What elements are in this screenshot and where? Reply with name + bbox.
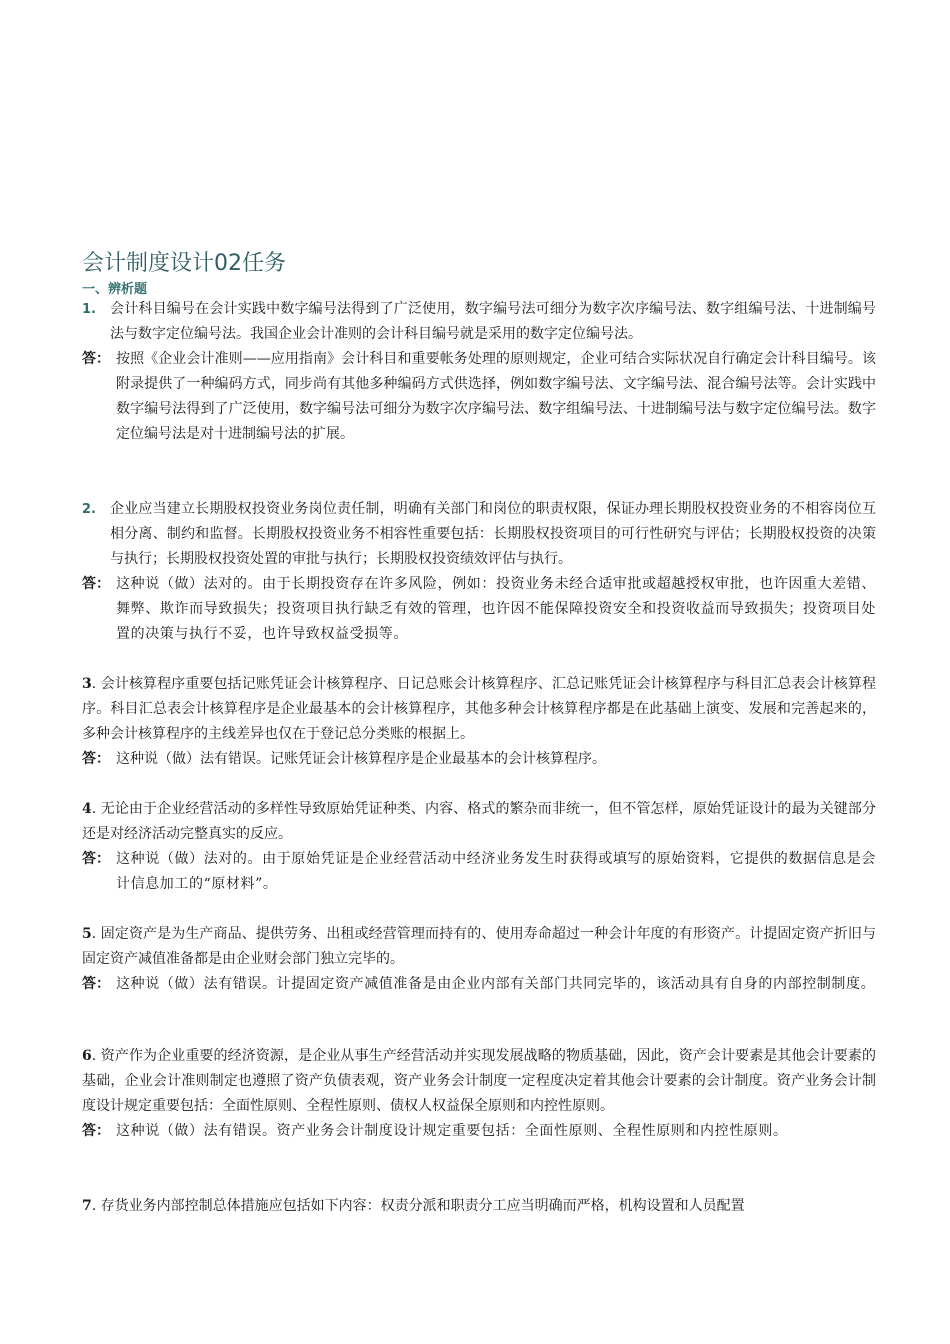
question-number: 7 [82, 1198, 92, 1214]
question-1 [82, 297, 876, 447]
answer-5 [82, 972, 876, 997]
answer-label: 答： [82, 1123, 110, 1139]
question-2 [82, 497, 876, 647]
question-number: 6 [82, 1048, 92, 1064]
answer-label: 答： [82, 851, 110, 867]
answer-6 [82, 1119, 876, 1144]
answer-label: 答： [82, 751, 110, 767]
section-heading: 一、辨析题 [82, 282, 148, 297]
question-text-row: 7. 存货业务内部控制总体措施应包括如下内容：权责分派和职责分工应当明确而严格，机构设置和人员配置 [82, 1198, 745, 1214]
answer-text: 这种说（做）法对的。由于原始凭证是企业经营活动中经济业务发生时获得或填写的原始资料，它提供的数据信息是会计信息加工的“原材料”。 [116, 851, 876, 892]
question-text: 固定资产是为生产商品、提供劳务、出租或经营管理而持有的、使用寿命超过一种会计年度的有形资产。计提固定资产折旧与固定资产减值准备都是由企业财会部门独立完毕的。 [82, 926, 876, 967]
question-4 [82, 797, 876, 897]
question-7 [82, 1194, 876, 1219]
question-number: 2. [82, 502, 96, 517]
question-number: 4 [82, 801, 92, 817]
document-title: 会计制度设计02任务 [82, 251, 286, 276]
answer-text: 这种说（做）法对的。由于长期投资存在许多风险，例如：投资业务未经合适审批或超越授权审批，也许因重大差错、舞弊、欺诈而导致损失；投资项目执行缺乏有效的管理，也许因不能保障投资安全和投资收益而导致损失；投资项目处置的决策与执行不妥，也许导致权益受损等。 [116, 576, 876, 642]
answer-1 [82, 347, 876, 447]
question-text-row: 4. 无论由于企业经营活动的多样性导致原始凭证种类、内容、格式的繁杂而非统一，但不管怎样，原始凭证设计的最为关键部分还是对经济活动完整真实的反应。 [82, 801, 876, 842]
question-text-row: 5. 固定资产是为生产商品、提供劳务、出租或经营管理而持有的、使用寿命超过一种会计年度的有形资产。计提固定资产折旧与固定资产减值准备都是由企业财会部门独立完毕的。 [82, 926, 876, 967]
answer-label: 答： [82, 351, 110, 367]
answer-text: 这种说（做）法有错误。记账凭证会计核算程序是企业最基本的会计核算程序。 [116, 751, 606, 767]
question-5 [82, 922, 876, 997]
question-number: 5 [82, 926, 92, 942]
question-6 [82, 1044, 876, 1144]
answer-4 [82, 847, 876, 897]
question-text: 无论由于企业经营活动的多样性导致原始凭证种类、内容、格式的繁杂而非统一，但不管怎样，原始凭证设计的最为关键部分还是对经济活动完整真实的反应。 [82, 801, 876, 842]
answer-3 [82, 747, 876, 772]
answer-label: 答： [82, 976, 110, 992]
answer-text: 这种说（做）法有错误。计提固定资产减值准备是由企业内部有关部门共同完毕的，该活动具有自身的内部控制制度。 [116, 976, 876, 992]
question-text-row: 6. 资产作为企业重要的经济资源，是企业从事生产经营活动并实现发展战略的物质基础，因此，资产会计要素是其他会计要素的基础，企业会计准则制定也遵照了资产负债表观，资产业务会计制度一定程度决定着其他会计要素的会计制度。资产业务会计制度设计规定重要包括：全面性原则、全程性原则、债权人权益保全原则和内控性原则。 [82, 1048, 876, 1114]
question-text: 资产作为企业重要的经济资源，是企业从事生产经营活动并实现发展战略的物质基础，因此，资产会计要素是其他会计要素的基础，企业会计准则制定也遵照了资产负债表观，资产业务会计制度一定程度决定着其他会计要素的会计制度。资产业务会计制度设计规定重要包括：全面性原则、全程性原则、债权人权益保全原则和内控性原则。 [82, 1048, 876, 1114]
answer-label: 答： [82, 576, 110, 592]
question-text-row: 3. 会计核算程序重要包括记账凭证会计核算程序、日记总账会计核算程序、汇总记账凭证会计核算程序与科目汇总表会计核算程序。科目汇总表会计核算程序是企业最基本的会计核算程序，其他多种会计核算程序都是在此基础上演变、发展和完善起来的，多种会计核算程序的主线差异也仅在于登记总分类账的根据上。 [82, 676, 876, 742]
question-text: 企业应当建立长期股权投资业务岗位责任制，明确有关部门和岗位的职责权限，保证办理长期股权投资业务的不相容岗位互相分离、制约和监督。长期股权投资业务不相容性重要包括：长期股权投资项目的可行性研究与评估；长期股权投资的决策与执行；长期股权投资处置的审批与执行；长期股权投资绩效评估与执行。 [110, 501, 876, 567]
question-number: 1. [82, 302, 96, 317]
question-text: 存货业务内部控制总体措施应包括如下内容：权责分派和职责分工应当明确而严格，机构设置和人员配置 [100, 1198, 745, 1214]
answer-text: 这种说（做）法有错误。资产业务会计制度设计规定重要包括：全面性原则、全程性原则和内控性原则。 [116, 1123, 788, 1139]
question-number: 3 [82, 676, 92, 692]
question-text: 会计科目编号在会计实践中数字编号法得到了广泛使用，数字编号法可细分为数字次序编号法、数字组编号法、十进制编号法与数字定位编号法。我国企业会计准则的会计科目编号就是采用的数字定位编号法。 [110, 301, 876, 342]
question-3 [82, 672, 876, 772]
answer-2 [82, 572, 876, 647]
question-text: 会计核算程序重要包括记账凭证会计核算程序、日记总账会计核算程序、汇总记账凭证会计核算程序与科目汇总表会计核算程序。科目汇总表会计核算程序是企业最基本的会计核算程序，其他多种会计核算程序都是在此基础上演变、发展和完善起来的，多种会计核算程序的主线差异也仅在于登记总分类账的根据上。 [82, 676, 876, 742]
answer-text: 按照《企业会计准则——应用指南》会计科目和重要帐务处理的原则规定，企业可结合实际状况自行确定会计科目编号。该附录提供了一种编码方式，同步尚有其他多种编码方式供选择，例如数字编号法、文字编号法、混合编号法等。会计实践中数字编号法得到了广泛使用，数字编号法可细分为数字次序编号法、数字组编号法、十进制编号法与数字定位编号法。数字定位编号法是对十进制编号法的扩展。 [116, 351, 876, 442]
